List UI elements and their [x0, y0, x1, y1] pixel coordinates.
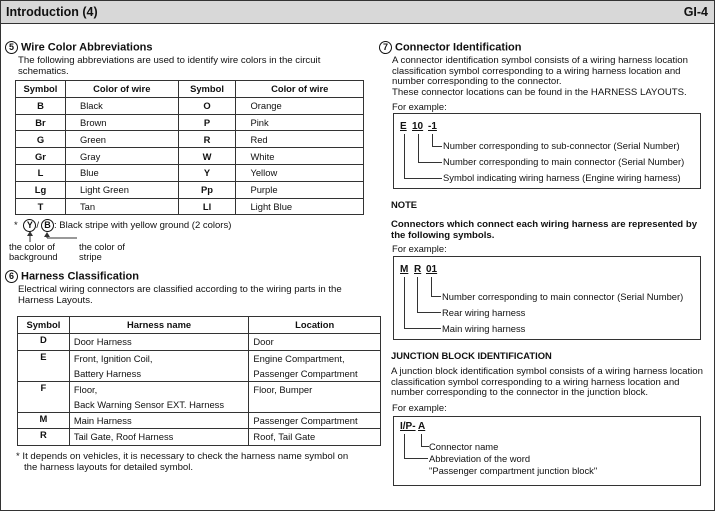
- background-color-label: the color of background: [9, 242, 58, 262]
- wire-color-cell: Pink: [236, 114, 364, 131]
- harness-location-line: Passenger Compartment: [253, 367, 358, 379]
- harness-symbol-cell: M: [18, 412, 70, 429]
- table-row: [18, 412, 381, 429]
- connector-example-label: For example:: [392, 101, 447, 112]
- wire-symbol-cell: G: [16, 131, 66, 148]
- wire-color-cell: Gray: [65, 148, 178, 165]
- harness-location-cell: [249, 381, 381, 412]
- junction-example-label: For example:: [392, 402, 447, 413]
- wire-color-cell: Green: [65, 131, 178, 148]
- harness-table: [17, 316, 381, 446]
- harness-name-cell: [69, 429, 249, 446]
- main-connector-label: Number corresponding to main connector (Serial Number): [443, 156, 685, 167]
- harness-location-line: [253, 397, 376, 412]
- harness-name-line: Battery Harness: [73, 367, 142, 379]
- stripe-note: * Y / B : Black stripe with yellow ground (2 colors): [14, 220, 232, 232]
- wire-symbol-cell: Br: [16, 114, 66, 131]
- harness-table-header: Location: [249, 317, 381, 334]
- note-code-r: R: [414, 264, 422, 275]
- table-row: [18, 381, 381, 412]
- harness-location-cell: [249, 429, 381, 446]
- wire-symbol-cell: T: [16, 198, 66, 215]
- wire-symbol-cell: Gr: [16, 148, 66, 165]
- note-example-label: For example:: [392, 243, 447, 254]
- wire-symbol-cell: R: [178, 131, 236, 148]
- harness-heading: 6 Harness Classification: [5, 270, 139, 283]
- harness-table-header: Harness name: [69, 317, 249, 334]
- wire-color-cell: Yellow: [236, 164, 364, 181]
- wire-symbol-cell: L: [16, 164, 66, 181]
- wire-color-cell: Blue: [65, 164, 178, 181]
- wire-symbol-cell: Lg: [16, 181, 66, 198]
- harness-location-line: Roof, Tail Gate: [253, 431, 316, 443]
- harness-name-cell: [69, 350, 249, 381]
- wire-table-header: Color of wire: [65, 81, 178, 98]
- harness-name-cell: [69, 381, 249, 412]
- harness-name-line: Front, Ignition Coil,: [73, 352, 153, 364]
- note-rear-harness-label: Rear wiring harness: [442, 307, 526, 318]
- table-row: [18, 429, 381, 446]
- note-code-m: M: [400, 264, 409, 275]
- wire-symbol-cell: P: [178, 114, 236, 131]
- wire-color-cell: Brown: [65, 114, 178, 131]
- connector-id-heading: 7 Connector Identification: [379, 41, 522, 54]
- harness-name-line: Door Harness: [73, 335, 132, 347]
- stripe-color-label: the color of stripe: [79, 242, 125, 262]
- harness-symbol-cell: E: [18, 350, 70, 381]
- harness-location-line: Floor, Bumper: [253, 383, 313, 395]
- wire-symbol-cell: Ll: [178, 198, 236, 215]
- junction-text: A junction block identification symbol consists of a wiring harness location classification symbol corresponding to a wiring harness location and number corresponding to the connector in the junction block.: [391, 366, 703, 398]
- table-row: [18, 333, 381, 350]
- page-code: GI-4: [683, 5, 708, 19]
- wire-symbol-cell: W: [178, 148, 236, 165]
- harness-name-cell: [69, 412, 249, 429]
- wire-color-cell: Light Blue: [236, 198, 364, 215]
- note-text: Connectors which connect each wiring harness are represented by the following symbols.: [391, 219, 698, 241]
- harness-name-line: Floor,: [73, 383, 98, 395]
- junction-connector-name-label: Connector name: [429, 441, 499, 452]
- yellow-ground-circle: Y: [23, 219, 36, 232]
- harness-location-line: Passenger Compartment: [253, 414, 358, 426]
- junction-code-ip: I/P-: [400, 421, 416, 432]
- harness-name-line: Tail Gate, Roof Harness: [73, 431, 174, 443]
- junction-abbrev-label: Abbreviation of the word: [429, 453, 531, 464]
- note-title: NOTE: [391, 199, 418, 210]
- harness-location-cell: [249, 350, 381, 381]
- harness-location-cell: [249, 412, 381, 429]
- black-stripe-circle: B: [41, 219, 54, 232]
- code-sub-number: -1: [428, 121, 437, 132]
- section-number-5: 5: [5, 41, 18, 54]
- wire-symbol-cell: Y: [178, 164, 236, 181]
- harness-name-line: Back Warning Sensor EXT. Harness: [73, 398, 225, 410]
- junction-code-a: A: [418, 421, 426, 432]
- harness-location-line: Door: [253, 335, 274, 347]
- harness-intro: Electrical wiring connectors are classified according to the wiring parts in the Harness Layouts.: [18, 284, 342, 306]
- wire-table-header: Color of wire: [236, 81, 364, 98]
- wire-color-intro: The following abbreviations are used to identify wire colors in the circuit schematics.: [18, 55, 321, 77]
- section-number-6: 6: [5, 270, 18, 283]
- connector-id-intro2: These connector locations can be found in the HARNESS LAYOUTS.: [392, 87, 687, 98]
- harness-name-line: Main Harness: [73, 414, 132, 426]
- harness-table-header: Symbol: [18, 317, 70, 334]
- connector-id-intro: A connector identification symbol consists of a wiring harness location classification symbol corresponding to a wiring harness location and number corresponding to the connector.: [392, 55, 688, 87]
- wire-color-cell: White: [236, 148, 364, 165]
- wire-color-cell: Red: [236, 131, 364, 148]
- wire-symbol-cell: Pp: [178, 181, 236, 198]
- harness-name-cell: [69, 333, 249, 350]
- note-code-01: 01: [426, 264, 438, 275]
- harness-symbol-cell: R: [18, 429, 70, 446]
- wire-table-header: Symbol: [16, 81, 66, 98]
- table-row: [18, 350, 381, 381]
- section-number-7: 7: [379, 41, 392, 54]
- wire-table-header: Symbol: [178, 81, 236, 98]
- junction-title: JUNCTION BLOCK IDENTIFICATION: [391, 350, 552, 361]
- wire-color-cell: Black: [65, 97, 178, 114]
- page-title: Introduction (4): [6, 5, 98, 19]
- wire-symbol-cell: B: [16, 97, 66, 114]
- code-harness-symbol: E: [400, 121, 407, 132]
- wire-color-heading: 5 Wire Color Abbreviations: [5, 41, 153, 54]
- wire-color-cell: Purple: [236, 181, 364, 198]
- harness-footnote: * It depends on vehicles, it is necessary to check the harness name symbol on the harness layouts for detailed symbol.: [16, 451, 349, 473]
- harness-location-line: Engine Compartment,: [253, 352, 345, 364]
- harness-symbol-label: Symbol indicating wiring harness (Engine wiring harness): [443, 172, 681, 183]
- junction-word-label: "Passenger compartment junction block": [429, 465, 598, 476]
- code-main-number: 10: [412, 121, 424, 132]
- wire-color-cell: Orange: [236, 97, 364, 114]
- harness-location-cell: [249, 333, 381, 350]
- harness-symbol-cell: D: [18, 333, 70, 350]
- note-main-connector-label: Number corresponding to main connector (Serial Number): [442, 291, 684, 302]
- wire-color-cell: Light Green: [65, 181, 178, 198]
- wire-symbol-cell: O: [178, 97, 236, 114]
- harness-symbol-cell: F: [18, 381, 70, 412]
- wire-color-cell: Tan: [65, 198, 178, 215]
- sub-connector-label: Number corresponding to sub-connector (Serial Number): [443, 140, 680, 151]
- note-main-harness-label: Main wiring harness: [442, 323, 526, 334]
